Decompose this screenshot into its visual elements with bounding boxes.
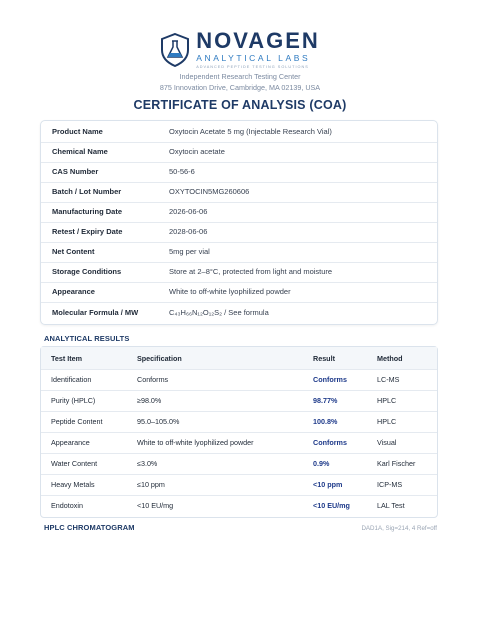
method: Karl Fischer bbox=[377, 458, 416, 468]
specification: ≤3.0% bbox=[137, 458, 158, 468]
info-row bbox=[41, 161, 437, 183]
info-value: OXYTOCIN5MG260606 bbox=[169, 187, 250, 196]
method: ICP-MS bbox=[377, 479, 403, 489]
table-row bbox=[41, 389, 437, 412]
info-value: Oxytocin acetate bbox=[169, 147, 225, 156]
product-info-panel bbox=[40, 120, 438, 325]
info-value: C₄₃H₆₆N₁₂O₁₂S₂ / See formula bbox=[169, 308, 269, 317]
info-label: Appearance bbox=[52, 287, 95, 296]
info-label: Product Name bbox=[52, 127, 103, 136]
info-row bbox=[41, 201, 437, 223]
specification: ≥98.0% bbox=[137, 395, 162, 405]
table-row bbox=[41, 368, 437, 391]
result: <10 EU/mg bbox=[313, 500, 350, 510]
info-label: Retest / Expiry Date bbox=[52, 227, 123, 236]
test-item: Heavy Metals bbox=[51, 479, 95, 489]
brand-name: NOVAGEN bbox=[196, 28, 320, 53]
result: 100.8% bbox=[313, 416, 338, 426]
table-row bbox=[41, 452, 437, 475]
column-header: Specification bbox=[137, 353, 182, 363]
result: Conforms bbox=[313, 437, 347, 447]
test-item: Peptide Content bbox=[51, 416, 103, 426]
info-value: 50-56-6 bbox=[169, 167, 195, 176]
test-item: Identification bbox=[51, 374, 92, 384]
info-row bbox=[41, 121, 437, 143]
brand-tagline: ADVANCED PEPTIDE TESTING SOLUTIONS bbox=[196, 65, 309, 69]
info-value: 2026-06-06 bbox=[169, 207, 208, 216]
org-line: Independent Research Testing Center bbox=[179, 72, 301, 81]
method: HPLC bbox=[377, 416, 397, 426]
info-row bbox=[41, 261, 437, 283]
analytical-results-heading: ANALYTICAL RESULTS bbox=[44, 334, 130, 343]
result: 0.9% bbox=[313, 458, 330, 468]
method: LAL Test bbox=[377, 500, 405, 510]
info-row bbox=[41, 221, 437, 243]
column-header: Result bbox=[313, 353, 335, 363]
info-value: Store at 2–8°C, protected from light and moisture bbox=[169, 267, 333, 276]
specification: <10 EU/mg bbox=[137, 500, 174, 510]
info-label: Net Content bbox=[52, 247, 95, 256]
page-title: CERTIFICATE OF ANALYSIS (COA) bbox=[133, 98, 347, 112]
info-value: 5mg per vial bbox=[169, 247, 210, 256]
results-table bbox=[40, 346, 438, 518]
method: Visual bbox=[377, 437, 397, 447]
info-label: Batch / Lot Number bbox=[52, 187, 122, 196]
info-row bbox=[41, 281, 437, 303]
brand-subtitle: ANALYTICAL LABS bbox=[196, 53, 311, 63]
table-row bbox=[41, 431, 437, 454]
table-row bbox=[41, 473, 437, 496]
method: HPLC bbox=[377, 395, 397, 405]
info-label: Chemical Name bbox=[52, 147, 108, 156]
table-row bbox=[41, 494, 437, 516]
address: 875 Innovation Drive, Cambridge, MA 02139, USA bbox=[159, 83, 321, 92]
specification: 95.0–105.0% bbox=[137, 416, 180, 426]
method: LC-MS bbox=[377, 374, 400, 384]
info-row bbox=[41, 141, 437, 163]
table-header-row bbox=[41, 347, 437, 370]
specification: Conforms bbox=[137, 374, 169, 384]
specification: White to off-white lyophilized powder bbox=[137, 437, 254, 447]
chromatogram-signal-note: DAD1A, Sig=214, 4 Ref=off bbox=[361, 525, 437, 532]
flask-shield-icon bbox=[160, 33, 190, 67]
info-row bbox=[41, 181, 437, 203]
result: Conforms bbox=[313, 374, 347, 384]
logo bbox=[0, 30, 480, 70]
specification: ≤10 ppm bbox=[137, 479, 165, 489]
result: 98.77% bbox=[313, 395, 338, 405]
info-label: Molecular Formula / MW bbox=[52, 308, 139, 317]
test-item: Purity (HPLC) bbox=[51, 395, 96, 405]
test-item: Water Content bbox=[51, 458, 98, 468]
test-item: Appearance bbox=[51, 437, 90, 447]
hplc-chromatogram-heading: HPLC CHROMATOGRAM bbox=[44, 523, 135, 532]
result: <10 ppm bbox=[313, 479, 343, 489]
column-header: Method bbox=[377, 353, 403, 363]
info-row bbox=[41, 302, 437, 323]
info-label: Manufacturing Date bbox=[52, 207, 123, 216]
info-label: Storage Conditions bbox=[52, 267, 122, 276]
column-header: Test Item bbox=[51, 353, 83, 363]
info-value: White to off-white lyophilized powder bbox=[169, 287, 291, 296]
info-label: CAS Number bbox=[52, 167, 99, 176]
header bbox=[0, 30, 480, 70]
info-value: Oxytocin Acetate 5 mg (Injectable Research Vial) bbox=[169, 127, 332, 136]
info-row bbox=[41, 241, 437, 263]
test-item: Endotoxin bbox=[51, 500, 83, 510]
info-value: 2028-06-06 bbox=[169, 227, 208, 236]
table-row bbox=[41, 410, 437, 433]
